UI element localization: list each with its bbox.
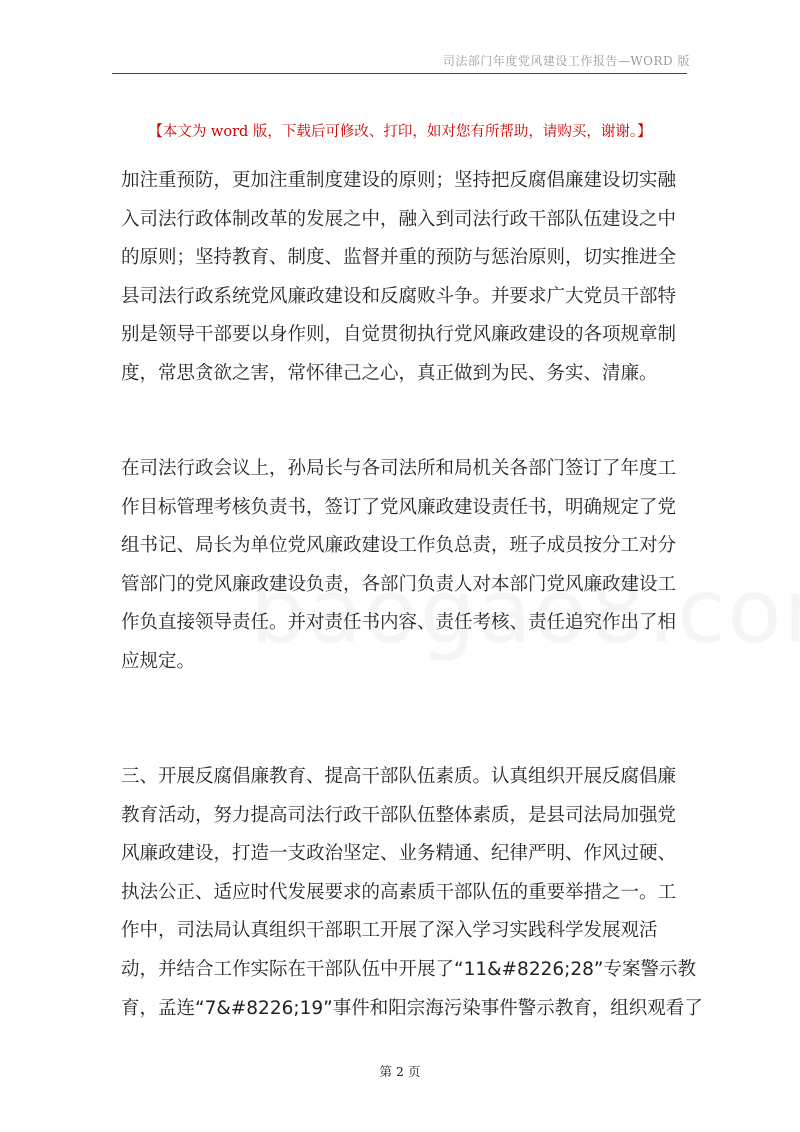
- text-line: 风廉政建设，打造一支政治坚定、业务精通、纪律严明、作风过硬、: [121, 843, 677, 865]
- text-line: 动，并结合工作实际在干部队伍中开展了“11&#8226;28”专案警示教: [121, 958, 696, 980]
- paragraph-2: [121, 450, 683, 682]
- text-line: 入司法行政体制改革的发展之中，融入到司法行政干部队伍建设之中: [121, 208, 677, 230]
- text-line: 的原则；坚持教育、制度、监督并重的预防与惩治原则，切实推进全: [121, 247, 677, 269]
- text-line: 度，常思贪欲之害，常怀律己之心，真正做到为民、务实、清廉。: [121, 362, 658, 384]
- text-line: 作中，司法局认真组织干部职工开展了深入学习实践科学发展观活: [121, 920, 658, 942]
- page-number: 第 2 页: [379, 1064, 421, 1079]
- paragraph-1: [121, 162, 683, 394]
- text-line: 作目标管理考核负责书，签订了党风廉政建设责任书，明确规定了党: [121, 496, 677, 518]
- text-line: 在司法行政会议上，孙局长与各司法所和局机关各部门签订了年度工: [121, 458, 677, 479]
- text-line: 别是领导干部要以身作则，自觉贯彻执行党风廉政建设的各项规章制: [121, 324, 677, 346]
- download-notice: 【本文为 word 版，下载后可修改、打印，如对您有所帮助，请购买，谢谢。】: [148, 124, 652, 140]
- text-line: 作负直接领导责任。并对责任书内容、责任考核、责任追究作出了相: [121, 612, 677, 634]
- text-line: 加注重预防，更加注重制度建设的原则；坚持把反腐倡廉建设切实融: [121, 170, 677, 191]
- header-divider: [112, 73, 687, 74]
- paragraph-3: [121, 758, 703, 1028]
- text-line: 组书记、局长为单位党风廉政建设工作负总责，班子成员按分工对分: [121, 535, 677, 557]
- text-line: 县司法行政系统党风廉政建设和反腐败斗争。并要求广大党员干部特: [121, 285, 677, 307]
- text-line: 教育活动，努力提高司法行政干部队伍整体素质，是县司法局加强党: [121, 804, 677, 826]
- text-line: 执法公正、适应时代发展要求的高素质干部队伍的重要举措之一。工: [121, 881, 677, 903]
- page-header-title: 司法部门年度党风建设工作报告—WORD 版: [442, 54, 690, 68]
- text-line: 管部门的党风廉政建设负责，各部门负责人对本部门党风廉政建设工: [121, 573, 677, 595]
- text-line: 三、开展反腐倡廉教育、提高干部队伍素质。认真组织开展反腐倡廉: [121, 766, 677, 787]
- text-line: 应规定。: [121, 650, 196, 672]
- text-line: 育，孟连“7&#8226;19”事件和阳宗海污染事件警示教育，组织观看了: [121, 997, 703, 1019]
